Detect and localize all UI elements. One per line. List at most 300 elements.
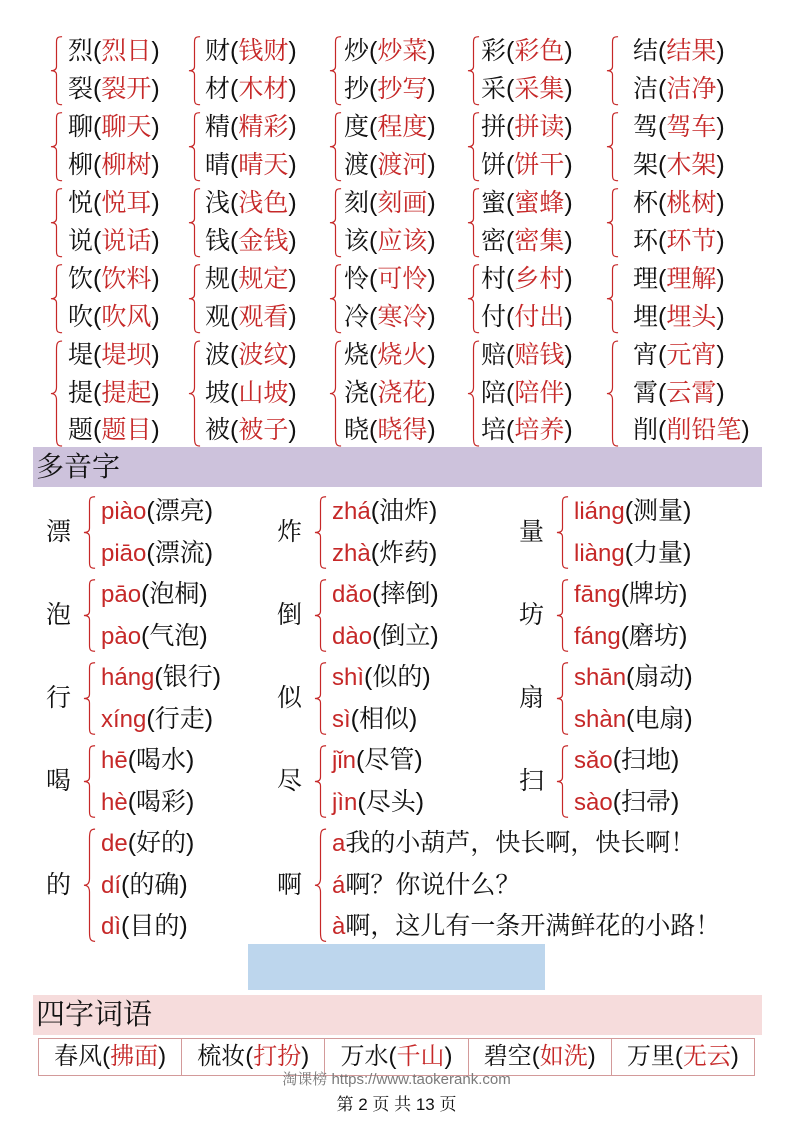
similar-char-list bbox=[205, 261, 297, 336]
similar-char-item bbox=[344, 337, 436, 375]
example-word: ( 喝水 ) bbox=[128, 746, 195, 774]
curly-brace bbox=[83, 579, 96, 652]
similar-char-item bbox=[68, 412, 160, 450]
curly-brace bbox=[329, 264, 342, 333]
pinyin: sì bbox=[332, 705, 351, 733]
example-word: ( 目的 ) bbox=[121, 912, 188, 940]
example-word: ( 尽管 ) bbox=[356, 746, 423, 774]
example-word: ( 山坡 ) bbox=[230, 379, 297, 407]
character: 驾 bbox=[633, 113, 659, 141]
similar-char-item bbox=[481, 147, 573, 185]
character: 财 bbox=[205, 37, 231, 65]
curly-brace bbox=[329, 36, 342, 105]
example-word: ( 炸药 ) bbox=[371, 539, 438, 567]
curly-brace bbox=[556, 579, 569, 652]
curly-brace bbox=[606, 112, 619, 181]
curly-brace bbox=[467, 340, 480, 447]
idiom-first: 碧空 bbox=[483, 1043, 532, 1070]
similar-char-item bbox=[481, 261, 573, 299]
reading-item bbox=[101, 491, 213, 533]
curly-brace bbox=[188, 36, 201, 105]
character: 架 bbox=[633, 150, 659, 179]
reading-item bbox=[332, 574, 439, 616]
example-word: ( 金钱 ) bbox=[230, 227, 297, 255]
character: 堤 bbox=[68, 341, 94, 369]
example-word: ( 拼读 ) bbox=[506, 113, 573, 141]
example-word: ( 扫帚 ) bbox=[613, 788, 680, 816]
example-word: ( 扫地 ) bbox=[613, 746, 680, 774]
pinyin: fáng bbox=[574, 622, 621, 650]
idiom-cell bbox=[182, 1039, 325, 1075]
similar-char-item bbox=[205, 109, 297, 147]
similar-char-item bbox=[481, 412, 573, 450]
character: 霄 bbox=[633, 378, 659, 407]
similar-char-list bbox=[344, 33, 436, 108]
example-word: ( 陪伴 ) bbox=[506, 379, 573, 407]
reading-item bbox=[101, 574, 208, 616]
similar-char-item bbox=[481, 375, 573, 413]
character: 采 bbox=[481, 74, 507, 103]
curly-brace bbox=[50, 188, 63, 257]
reading-item bbox=[574, 574, 687, 616]
example-word: ( 元宵 ) bbox=[658, 341, 725, 369]
example-word: ( 渡河 ) bbox=[369, 151, 436, 179]
reading-item bbox=[332, 823, 720, 865]
example-word: ( 泡桐 ) bbox=[141, 580, 208, 608]
example-word: ( 磨坊 ) bbox=[621, 622, 688, 650]
similar-char-list bbox=[205, 185, 297, 260]
example-word: ( 电扇 ) bbox=[626, 705, 693, 733]
reading-list bbox=[101, 491, 213, 574]
curly-brace bbox=[50, 340, 63, 447]
character: 炒 bbox=[344, 37, 370, 65]
idiom-section-header bbox=[33, 995, 762, 1035]
curly-brace bbox=[83, 496, 96, 569]
curly-brace bbox=[556, 496, 569, 569]
reading-list bbox=[332, 823, 720, 948]
similar-char-item bbox=[68, 109, 160, 147]
pinyin: à bbox=[332, 913, 346, 940]
pinyin: hè bbox=[101, 788, 128, 816]
character: 钱 bbox=[205, 226, 231, 255]
similar-char-item bbox=[633, 299, 725, 337]
example-word: ( 彩色 ) bbox=[506, 37, 573, 65]
idiom-first: 梳妆 bbox=[197, 1043, 246, 1070]
reading-item bbox=[101, 533, 213, 575]
reading-item bbox=[574, 491, 691, 533]
example-word: ( 的确 ) bbox=[121, 871, 188, 899]
similar-char-item bbox=[633, 337, 750, 375]
example-word: ( 提起 ) bbox=[93, 379, 160, 407]
character: 吹 bbox=[68, 302, 94, 331]
curly-brace bbox=[606, 264, 619, 333]
idiom-second: ( 如洗 ) bbox=[532, 1043, 596, 1070]
character: 洁 bbox=[633, 74, 659, 103]
similar-char-item bbox=[68, 147, 160, 185]
polyphonic-character: 行 bbox=[46, 684, 72, 712]
character: 村 bbox=[481, 265, 507, 293]
curly-brace bbox=[50, 36, 63, 105]
similar-char-list bbox=[68, 337, 160, 450]
similar-char-item bbox=[205, 299, 297, 337]
reading-item bbox=[332, 782, 424, 824]
character: 削 bbox=[633, 416, 659, 445]
reading-item bbox=[332, 865, 720, 907]
similar-char-list bbox=[344, 337, 436, 450]
similar-char-item bbox=[633, 109, 725, 147]
example-word: ( 行走 ) bbox=[146, 705, 213, 733]
similar-char-item bbox=[481, 33, 573, 71]
polyphonic-character: 尽 bbox=[277, 767, 303, 795]
example-word: ( 似的 ) bbox=[364, 663, 431, 691]
idiom-first: 万水 bbox=[340, 1043, 389, 1070]
example-word: ( 漂亮 ) bbox=[146, 497, 213, 525]
pinyin: shān bbox=[574, 664, 627, 691]
character: 提 bbox=[68, 378, 94, 407]
similar-char-item bbox=[481, 299, 573, 337]
similar-char-item bbox=[344, 33, 436, 71]
example-word: ( 寒冷 ) bbox=[369, 303, 436, 331]
similar-char-item bbox=[344, 185, 436, 223]
reading-list bbox=[101, 823, 194, 948]
example-sentence: 我的小葫芦，快长啊，快长啊！ bbox=[345, 829, 696, 857]
similar-char-list bbox=[344, 261, 436, 336]
similar-char-list bbox=[481, 261, 573, 336]
similar-char-item bbox=[344, 261, 436, 299]
similar-char-list bbox=[481, 33, 573, 108]
example-word: ( 摔倒 ) bbox=[372, 580, 439, 608]
polyphonic-title: 多音字 bbox=[36, 451, 121, 482]
similar-char-item bbox=[205, 223, 297, 261]
curly-brace bbox=[467, 36, 480, 105]
reading-list bbox=[574, 657, 693, 740]
reading-list bbox=[574, 740, 679, 823]
similar-char-item bbox=[205, 261, 297, 299]
polyphonic-character: 炸 bbox=[277, 518, 303, 546]
reading-item bbox=[574, 616, 687, 658]
example-word: ( 油炸 ) bbox=[371, 497, 438, 525]
character: 波 bbox=[205, 341, 231, 369]
character: 说 bbox=[68, 226, 94, 255]
curly-brace bbox=[467, 188, 480, 257]
idiom-cell bbox=[325, 1039, 468, 1075]
curly-brace bbox=[556, 745, 569, 818]
similar-char-item bbox=[205, 33, 297, 71]
character: 赔 bbox=[481, 341, 507, 369]
example-word: ( 测量 ) bbox=[625, 497, 692, 525]
curly-brace bbox=[606, 36, 619, 105]
similar-char-item bbox=[344, 109, 436, 147]
pinyin: de bbox=[101, 830, 128, 857]
character: 杯 bbox=[633, 189, 659, 217]
example-word: ( 相似 ) bbox=[351, 705, 418, 733]
similar-char-item bbox=[344, 223, 436, 261]
example-word: ( 桃树 ) bbox=[658, 189, 725, 217]
pinyin: jǐn bbox=[332, 747, 357, 774]
character: 材 bbox=[205, 74, 231, 103]
pinyin: pāo bbox=[101, 581, 142, 608]
reading-list bbox=[332, 657, 431, 740]
pinyin: hē bbox=[101, 747, 128, 774]
pinyin: zhà bbox=[332, 539, 371, 567]
reading-list bbox=[101, 740, 194, 823]
pinyin: jìn bbox=[332, 788, 358, 816]
similar-char-item bbox=[205, 71, 297, 109]
character: 晓 bbox=[344, 416, 370, 445]
similar-char-list bbox=[68, 33, 160, 108]
similar-char-item bbox=[633, 33, 725, 71]
similar-char-item bbox=[481, 337, 573, 375]
character: 埋 bbox=[633, 302, 659, 331]
reading-list bbox=[101, 574, 208, 657]
pinyin: pào bbox=[101, 622, 142, 650]
similar-char-item bbox=[68, 261, 160, 299]
example-word: ( 赔钱 ) bbox=[506, 341, 573, 369]
example-word: ( 说话 ) bbox=[93, 227, 160, 255]
pinyin: shì bbox=[332, 664, 365, 691]
character: 理 bbox=[633, 265, 659, 293]
similar-char-item bbox=[633, 261, 725, 299]
reading-item bbox=[101, 740, 194, 782]
similar-char-list bbox=[68, 185, 160, 260]
character: 烧 bbox=[344, 341, 370, 369]
example-word: ( 喝彩 ) bbox=[128, 788, 195, 816]
idiom-cell bbox=[469, 1039, 612, 1075]
example-word: ( 扇动 ) bbox=[626, 663, 693, 691]
example-word: ( 应该 ) bbox=[369, 227, 436, 255]
similar-char-list bbox=[344, 185, 436, 260]
example-word: ( 木材 ) bbox=[230, 75, 297, 103]
similar-char-item bbox=[205, 375, 297, 413]
similar-char-list bbox=[481, 109, 573, 184]
example-word: ( 晴天 ) bbox=[230, 151, 297, 179]
character: 裂 bbox=[68, 74, 94, 103]
example-word: ( 浅色 ) bbox=[230, 189, 297, 217]
curly-brace bbox=[314, 745, 327, 818]
character: 陪 bbox=[481, 378, 507, 407]
reading-item bbox=[332, 616, 439, 658]
character: 浅 bbox=[205, 189, 231, 217]
example-word: ( 程度 ) bbox=[369, 113, 436, 141]
polyphonic-character: 扇 bbox=[519, 684, 545, 712]
character: 晴 bbox=[205, 150, 231, 179]
example-sentence: 啊？你说什么？ bbox=[345, 870, 521, 899]
example-word: ( 堤坝 ) bbox=[93, 341, 160, 369]
pinyin: fāng bbox=[574, 581, 621, 608]
similar-char-item bbox=[205, 412, 297, 450]
example-word: ( 饮料 ) bbox=[93, 265, 160, 293]
example-sentence: 啊，这儿有一条开满鲜花的小路！ bbox=[345, 912, 721, 940]
polyphonic-section-header bbox=[33, 447, 762, 487]
similar-char-item bbox=[344, 412, 436, 450]
example-word: ( 饼干 ) bbox=[506, 151, 573, 179]
character: 付 bbox=[481, 302, 507, 331]
character: 环 bbox=[633, 226, 659, 255]
example-word: ( 乡村 ) bbox=[506, 265, 573, 293]
example-word: ( 尽头 ) bbox=[357, 788, 424, 816]
similar-char-list bbox=[205, 33, 297, 108]
character: 结 bbox=[633, 37, 659, 65]
curly-brace bbox=[83, 828, 96, 943]
example-word: ( 可怜 ) bbox=[369, 265, 436, 293]
character: 刻 bbox=[344, 189, 370, 217]
idiom-title: 四字词语 bbox=[36, 999, 153, 1031]
character: 培 bbox=[481, 416, 507, 445]
character: 怜 bbox=[344, 265, 370, 293]
curly-brace bbox=[50, 264, 63, 333]
reading-item bbox=[332, 699, 431, 741]
character: 该 bbox=[344, 226, 370, 255]
example-word: ( 烧火 ) bbox=[369, 341, 436, 369]
similar-char-list bbox=[633, 337, 750, 450]
curly-brace bbox=[314, 828, 327, 943]
example-word: ( 烈日 ) bbox=[93, 37, 160, 65]
reading-item bbox=[574, 740, 679, 782]
example-word: ( 云霄 ) bbox=[658, 379, 725, 407]
character: 规 bbox=[205, 265, 231, 293]
example-word: ( 付出 ) bbox=[506, 303, 573, 331]
character: 彩 bbox=[481, 37, 507, 65]
character: 渡 bbox=[344, 150, 370, 179]
example-word: ( 晓得 ) bbox=[369, 416, 436, 444]
similar-char-item bbox=[633, 185, 725, 223]
character: 柳 bbox=[68, 150, 94, 179]
reading-item bbox=[574, 699, 693, 741]
example-word: ( 聊天 ) bbox=[93, 113, 160, 141]
example-word: ( 好的 ) bbox=[128, 829, 195, 857]
similar-char-list bbox=[481, 337, 573, 450]
idiom-first: 春风 bbox=[54, 1043, 103, 1070]
character: 精 bbox=[205, 113, 231, 141]
curly-brace bbox=[188, 112, 201, 181]
curly-brace bbox=[188, 340, 201, 447]
reading-item bbox=[332, 906, 720, 948]
similar-char-item bbox=[68, 185, 160, 223]
character: 题 bbox=[68, 416, 94, 445]
similar-char-item bbox=[68, 223, 160, 261]
reading-list bbox=[332, 491, 437, 574]
part-heading bbox=[248, 944, 545, 990]
character: 烈 bbox=[68, 37, 94, 65]
example-word: ( 精彩 ) bbox=[230, 113, 297, 141]
polyphonic-character: 啊 bbox=[277, 871, 303, 899]
curly-brace bbox=[606, 188, 619, 257]
page-number: 第 2 页 共 13 页 bbox=[336, 1095, 457, 1114]
example-word: ( 密集 ) bbox=[506, 227, 573, 255]
polyphonic-character: 倒 bbox=[277, 601, 303, 629]
example-word: ( 环节 ) bbox=[658, 227, 725, 255]
example-word: ( 采集 ) bbox=[506, 75, 573, 103]
similar-char-item bbox=[205, 337, 297, 375]
character: 饼 bbox=[481, 150, 507, 179]
reading-item bbox=[101, 906, 194, 948]
character: 冷 bbox=[344, 302, 370, 331]
reading-item bbox=[101, 657, 221, 699]
pinyin: liàng bbox=[574, 539, 625, 567]
pinyin: dào bbox=[332, 622, 373, 650]
polyphonic-character: 似 bbox=[277, 684, 303, 712]
similar-char-item bbox=[205, 185, 297, 223]
reading-item bbox=[101, 699, 221, 741]
similar-char-item bbox=[68, 71, 160, 109]
similar-char-item bbox=[481, 223, 573, 261]
example-word: ( 削铅笔 ) bbox=[658, 416, 750, 444]
idiom-second: ( 拂面 ) bbox=[102, 1043, 166, 1070]
pinyin: á bbox=[332, 871, 346, 899]
example-word: ( 理解 ) bbox=[658, 265, 725, 293]
reading-item bbox=[574, 782, 679, 824]
character: 度 bbox=[344, 113, 370, 141]
pinyin: dǎo bbox=[332, 581, 373, 608]
example-word: ( 驾车 ) bbox=[658, 113, 725, 141]
pinyin: liáng bbox=[574, 498, 625, 525]
pinyin: dí bbox=[101, 871, 122, 899]
character: 浇 bbox=[344, 378, 370, 407]
reading-item bbox=[332, 491, 437, 533]
similar-char-item bbox=[344, 71, 436, 109]
example-word: ( 气泡 ) bbox=[141, 622, 208, 650]
curly-brace bbox=[329, 112, 342, 181]
example-word: ( 牌坊 ) bbox=[621, 580, 688, 608]
character: 坡 bbox=[205, 378, 231, 407]
pinyin: piào bbox=[101, 498, 147, 525]
curly-brace bbox=[329, 340, 342, 447]
idiom-cell bbox=[612, 1039, 754, 1075]
example-word: ( 结果 ) bbox=[658, 37, 725, 65]
example-word: ( 悦耳 ) bbox=[93, 189, 160, 217]
similar-char-list bbox=[633, 261, 725, 336]
example-word: ( 漂流 ) bbox=[146, 539, 213, 567]
curly-brace bbox=[83, 662, 96, 735]
example-word: ( 培养 ) bbox=[506, 416, 573, 444]
similar-char-list bbox=[205, 109, 297, 184]
reading-item bbox=[332, 740, 424, 782]
similar-char-item bbox=[481, 71, 573, 109]
example-word: ( 蜜蜂 ) bbox=[506, 189, 573, 217]
character: 宵 bbox=[633, 341, 659, 369]
similar-char-item bbox=[68, 337, 160, 375]
reading-list bbox=[101, 657, 221, 740]
reading-item bbox=[101, 865, 194, 907]
similar-char-list bbox=[205, 337, 297, 450]
pinyin: háng bbox=[101, 664, 155, 691]
character: 拼 bbox=[481, 113, 507, 141]
pinyin: zhá bbox=[332, 498, 371, 525]
polyphonic-character: 扫 bbox=[519, 767, 545, 795]
pinyin: shàn bbox=[574, 705, 627, 733]
polyphonic-character: 的 bbox=[46, 871, 72, 899]
similar-char-list bbox=[633, 109, 725, 184]
similar-char-list bbox=[344, 109, 436, 184]
pinyin: dì bbox=[101, 913, 122, 940]
character: 悦 bbox=[68, 189, 94, 217]
curly-brace bbox=[188, 188, 201, 257]
example-word: ( 抄写 ) bbox=[369, 75, 436, 103]
pinyin: a bbox=[332, 830, 346, 857]
character: 观 bbox=[205, 302, 231, 331]
similar-char-item bbox=[344, 147, 436, 185]
pinyin: sǎo bbox=[574, 747, 613, 774]
curly-brace bbox=[467, 112, 480, 181]
polyphonic-character: 喝 bbox=[46, 767, 72, 795]
character: 密 bbox=[481, 226, 507, 255]
example-word: ( 银行 ) bbox=[154, 663, 221, 691]
example-word: ( 洁净 ) bbox=[658, 75, 725, 103]
curly-brace bbox=[556, 662, 569, 735]
example-word: ( 钱财 ) bbox=[230, 37, 297, 65]
similar-char-item bbox=[481, 109, 573, 147]
similar-char-item bbox=[481, 185, 573, 223]
